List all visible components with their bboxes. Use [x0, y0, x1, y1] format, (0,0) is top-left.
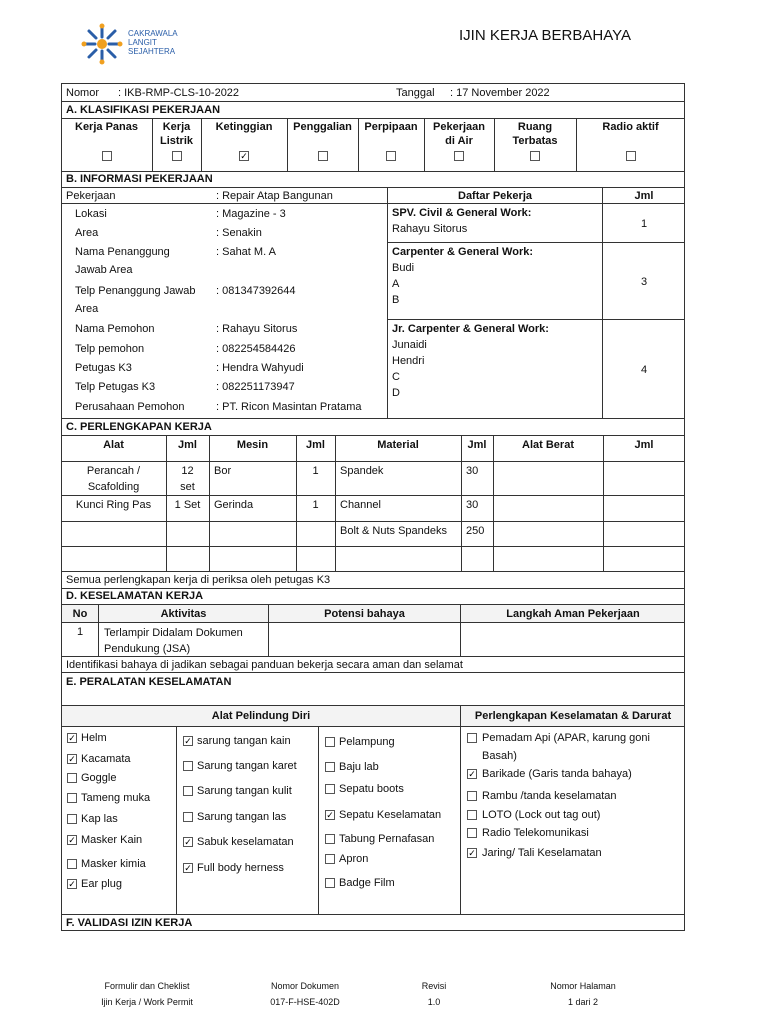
equipment-cell: 250 — [466, 525, 485, 537]
job-field-value: : Rahayu Sitorus — [216, 323, 298, 335]
jml-header: Jml — [634, 190, 654, 202]
worker-name: Rahayu Sitorus — [392, 223, 468, 235]
column-divider — [603, 435, 604, 571]
worker-group-title: Carpenter & General Work: — [392, 246, 534, 258]
tanggal-label: Tanggal — [396, 87, 435, 99]
logo-text-3: SEJAHTERA — [128, 47, 176, 56]
equipment-cell: 30 — [466, 499, 479, 511]
footer-value: 1.0 — [427, 997, 441, 1007]
equipment-note: Semua perlengkapan kerja di periksa oleh petugas K3 — [66, 574, 331, 586]
page-title: IJIN KERJA BERBAHAYA — [459, 27, 631, 44]
safety-item-label: Sabuk keselamatan — [197, 836, 294, 848]
safety-checkbox[interactable]: ✓ — [326, 810, 334, 820]
c-header: Jml — [467, 439, 487, 451]
job-field-value: : 081347392644 — [216, 285, 296, 297]
d-header-no: No — [72, 608, 88, 620]
safety-item-label: Masker Kain — [81, 834, 143, 846]
safety-checkbox[interactable] — [67, 773, 77, 783]
worker-group-title: Jr. Carpenter & General Work: — [392, 323, 549, 335]
equipment-cell: Kunci Ring Pas — [75, 499, 152, 511]
darurat-header: Perlengkapan Keselamatan & Darurat — [474, 710, 672, 722]
tanggal-value: : 17 November 2022 — [450, 87, 550, 99]
equipment-cell: 1 — [312, 499, 319, 511]
d-header-aktivitas: Aktivitas — [160, 608, 207, 620]
column-divider — [287, 118, 288, 171]
safety-checkbox[interactable] — [325, 784, 335, 794]
job-field-label: Telp pemohon — [75, 343, 145, 355]
column-divider — [576, 118, 577, 171]
safety-checkbox[interactable] — [67, 814, 77, 824]
safety-item-label: sarung tangan kain — [197, 735, 291, 747]
klasifikasi-label: Kerja Listrik — [159, 121, 193, 147]
klasifikasi-label: Penggalian — [293, 121, 352, 133]
safety-item-label: Full body herness — [197, 862, 284, 874]
row-divider — [61, 546, 685, 547]
safety-item-label: Rambu /tanda keselamatan — [482, 790, 617, 802]
section-d-heading: D. KESELAMATAN KERJA — [66, 590, 204, 602]
safety-item-label: Tameng muka — [81, 792, 151, 804]
safety-item-label: Jaring/ Tali Keselamatan — [482, 847, 602, 859]
safety-checkbox[interactable]: ✓ — [68, 879, 76, 889]
column-divider — [493, 435, 494, 571]
safety-checkbox[interactable]: ✓ — [468, 769, 476, 779]
column-divider — [424, 118, 425, 171]
safety-checkbox[interactable]: ✓ — [68, 835, 76, 845]
safety-item-label: LOTO (Lock out tag out) — [482, 809, 601, 821]
safety-checkbox[interactable]: ✓ — [68, 754, 76, 764]
safety-checkbox[interactable] — [467, 733, 477, 743]
c-header: Jml — [178, 439, 197, 451]
row-divider — [61, 521, 685, 522]
klasifikasi-checkbox[interactable] — [318, 151, 328, 161]
job-field-value: : 082251173947 — [216, 381, 295, 393]
safety-item-label: Barikade (Garis tanda bahaya) — [482, 768, 632, 780]
safety-checkbox[interactable] — [467, 810, 477, 820]
job-field-label-cont: Jawab Area — [75, 264, 133, 276]
job-field-label: Telp Petugas K3 — [75, 381, 156, 393]
worker-count: 4 — [640, 364, 648, 376]
worker-name: B — [392, 294, 400, 306]
safety-item-label: Badge Film — [339, 877, 395, 889]
job-field-value: : 082254584426 — [216, 343, 296, 355]
section-c-heading: C. PERLENGKAPAN KERJA — [66, 421, 212, 433]
safety-item-label: Ear plug — [81, 878, 122, 890]
pekerjaan-value: : Repair Atap Bangunan — [216, 190, 333, 202]
logo-star-icon — [80, 22, 124, 66]
job-field-label: Petugas K3 — [75, 362, 132, 374]
daftar-pekerja-header: Daftar Pekerja — [458, 190, 532, 202]
klasifikasi-checkbox[interactable] — [102, 151, 112, 161]
footer-label: Nomor Halaman — [550, 981, 616, 991]
equipment-cell: Channel — [340, 499, 381, 511]
footer-value: Ijin Kerja / Work Permit — [101, 997, 193, 1007]
job-field-label: Area — [75, 227, 99, 239]
section-b-heading: B. INFORMASI PEKERJAAN — [66, 173, 213, 185]
d-header-potensi: Potensi bahaya — [324, 608, 405, 620]
footer-label: Nomor Dokumen — [270, 981, 340, 991]
klasifikasi-checkbox[interactable] — [530, 151, 540, 161]
d-row-no: 1 — [76, 626, 84, 638]
c-header: Material — [377, 439, 419, 451]
nomor-label: Nomor — [66, 87, 100, 99]
company-logo — [80, 22, 124, 66]
safety-item-label: Kap las — [81, 813, 118, 825]
job-field-label: Lokasi — [75, 208, 107, 220]
klasifikasi-checkbox[interactable]: ✓ — [240, 151, 248, 161]
worker-group-title: SPV. Civil & General Work: — [392, 207, 532, 219]
safety-checkbox[interactable] — [467, 828, 477, 838]
safety-checkbox[interactable]: ✓ — [184, 736, 192, 746]
klasifikasi-label: Radio aktif — [602, 121, 659, 133]
worker-name: C — [392, 371, 400, 383]
klasifikasi-label: Ruang Terbatas — [512, 121, 558, 147]
safety-checkbox[interactable]: ✓ — [68, 733, 76, 743]
equipment-cell: 1 Set — [174, 499, 201, 511]
safety-checkbox[interactable] — [325, 762, 335, 772]
safety-checkbox[interactable]: ✓ — [184, 863, 192, 873]
klasifikasi-checkbox[interactable] — [626, 151, 636, 161]
logo-text-1: CAKRAWALA — [128, 29, 178, 38]
safety-checkbox[interactable]: ✓ — [468, 848, 476, 858]
klasifikasi-checkbox[interactable] — [172, 151, 182, 161]
equipment-cell: 12 set — [180, 465, 195, 493]
c-header: Mesin — [236, 439, 269, 451]
worker-count: 3 — [640, 276, 648, 288]
c-header: Alat — [103, 439, 124, 451]
column-divider — [494, 118, 495, 171]
safety-item-label: Sepatu boots — [339, 783, 404, 795]
worker-name: D — [392, 387, 400, 399]
section-f-heading: F. VALIDASI IZIN KERJA — [66, 917, 193, 929]
klasifikasi-label: Pekerjaan di Air — [433, 121, 485, 147]
equipment-cell: Spandek — [340, 465, 384, 477]
c-header: Jml — [306, 439, 325, 451]
safety-item-label: Sarung tangan karet — [197, 760, 297, 772]
equipment-cell: Perancah / Scafolding — [86, 465, 141, 493]
equipment-cell: Bor — [214, 465, 232, 477]
safety-item-label: Pemadam Api (APAR, karung goni — [482, 732, 650, 744]
equipment-cell: Gerinda — [214, 499, 254, 511]
row-divider — [61, 461, 685, 462]
safety-item-label: Masker kimia — [81, 858, 146, 870]
section-a-heading: A. KLASIFIKASI PEKERJAAN — [66, 104, 221, 116]
worker-name: Junaidi — [392, 339, 427, 351]
job-field-value: : PT. Ricon Masintan Pratama — [216, 401, 362, 413]
worker-count: 1 — [640, 218, 648, 230]
apd-header: Alat Pelindung Diri — [211, 710, 311, 722]
safety-checkbox[interactable] — [325, 834, 335, 844]
job-field-label: Nama Penanggung — [75, 246, 170, 258]
safety-checkbox[interactable] — [183, 812, 193, 822]
safety-checkbox[interactable] — [325, 878, 335, 888]
column-divider — [461, 435, 462, 571]
equipment-cell: 1 — [312, 465, 319, 477]
nomor-value: : IKB-RMP-CLS-10-2022 — [118, 87, 240, 99]
worker-name: A — [392, 278, 400, 290]
safety-item-label: Apron — [339, 853, 369, 865]
d-row-aktivitas: Terlampir Didalam Dokumen Pendukung (JSA) — [104, 627, 243, 655]
safety-item-label: Baju lab — [339, 761, 379, 773]
safety-checkbox[interactable] — [183, 761, 193, 771]
safety-item-label: Radio Telekomunikasi — [482, 827, 589, 839]
safety-item-label: Pelampung — [339, 736, 395, 748]
c-header: Alat Berat — [522, 439, 574, 451]
row-divider — [61, 571, 685, 572]
safety-item-label-cont: Basah) — [482, 750, 517, 762]
equipment-cell: Bolt & Nuts Spandeks — [340, 525, 448, 537]
safety-checkbox[interactable] — [67, 859, 77, 869]
klasifikasi-label: Ketinggian — [215, 121, 273, 133]
footer-label: Formulir dan Cheklist — [104, 981, 190, 991]
footer-value: 1 dari 2 — [567, 997, 599, 1007]
klasifikasi-checkbox[interactable] — [386, 151, 396, 161]
klasifikasi-label: Kerja Panas — [75, 121, 138, 133]
column-divider — [209, 435, 210, 571]
row-divider — [61, 495, 685, 496]
worker-name: Hendri — [392, 355, 425, 367]
column-divider — [358, 118, 359, 171]
safety-checkbox[interactable] — [325, 854, 335, 864]
klasifikasi-checkbox[interactable] — [454, 151, 464, 161]
safety-item-label: Sarung tangan kulit — [197, 785, 292, 797]
safety-item-label: Goggle — [81, 772, 117, 784]
job-field-value: : Magazine - 3 — [216, 208, 286, 220]
safety-checkbox[interactable] — [67, 793, 77, 803]
safety-checkbox[interactable] — [183, 786, 193, 796]
column-divider — [201, 118, 202, 171]
job-field-label: Perusahaan Pemohon — [75, 401, 185, 413]
safety-item-label: Sepatu Keselamatan — [339, 809, 442, 821]
job-field-value: : Hendra Wahyudi — [216, 362, 304, 374]
safety-item-label: Tabung Pernafasan — [339, 833, 435, 845]
klasifikasi-label: Perpipaan — [364, 121, 418, 133]
safety-item-label: Sarung tangan las — [197, 811, 287, 823]
c-header: Jml — [634, 439, 654, 451]
footer-value: 017-F-HSE-402D — [270, 997, 340, 1007]
safety-item-label: Helm — [81, 732, 107, 744]
safety-checkbox[interactable] — [325, 737, 335, 747]
job-field-label: Nama Pemohon — [75, 323, 155, 335]
worker-name: Budi — [392, 262, 415, 274]
job-field-label: Telp Penanggung Jawab — [75, 285, 196, 297]
section-e-heading: E. PERALATAN KESELAMATAN — [66, 676, 232, 688]
safety-checkbox[interactable] — [467, 791, 477, 801]
column-divider — [335, 435, 336, 571]
job-field-value: : Sahat M. A — [216, 246, 276, 258]
job-field-value: : Senakin — [216, 227, 262, 239]
pekerjaan-label: Pekerjaan — [66, 190, 116, 202]
safety-note: Identifikasi bahaya di jadikan sebagai panduan bekerja secara aman dan selamat — [66, 659, 463, 671]
footer-label: Revisi — [421, 981, 447, 991]
equipment-cell: 30 — [466, 465, 479, 477]
safety-checkbox[interactable]: ✓ — [184, 837, 192, 847]
safety-item-label: Kacamata — [81, 753, 131, 765]
column-divider — [152, 118, 153, 171]
d-header-langkah: Langkah Aman Pekerjaan — [506, 608, 640, 620]
job-field-label-cont: Area — [75, 303, 99, 315]
logo-text-2: LANGIT — [128, 38, 157, 47]
